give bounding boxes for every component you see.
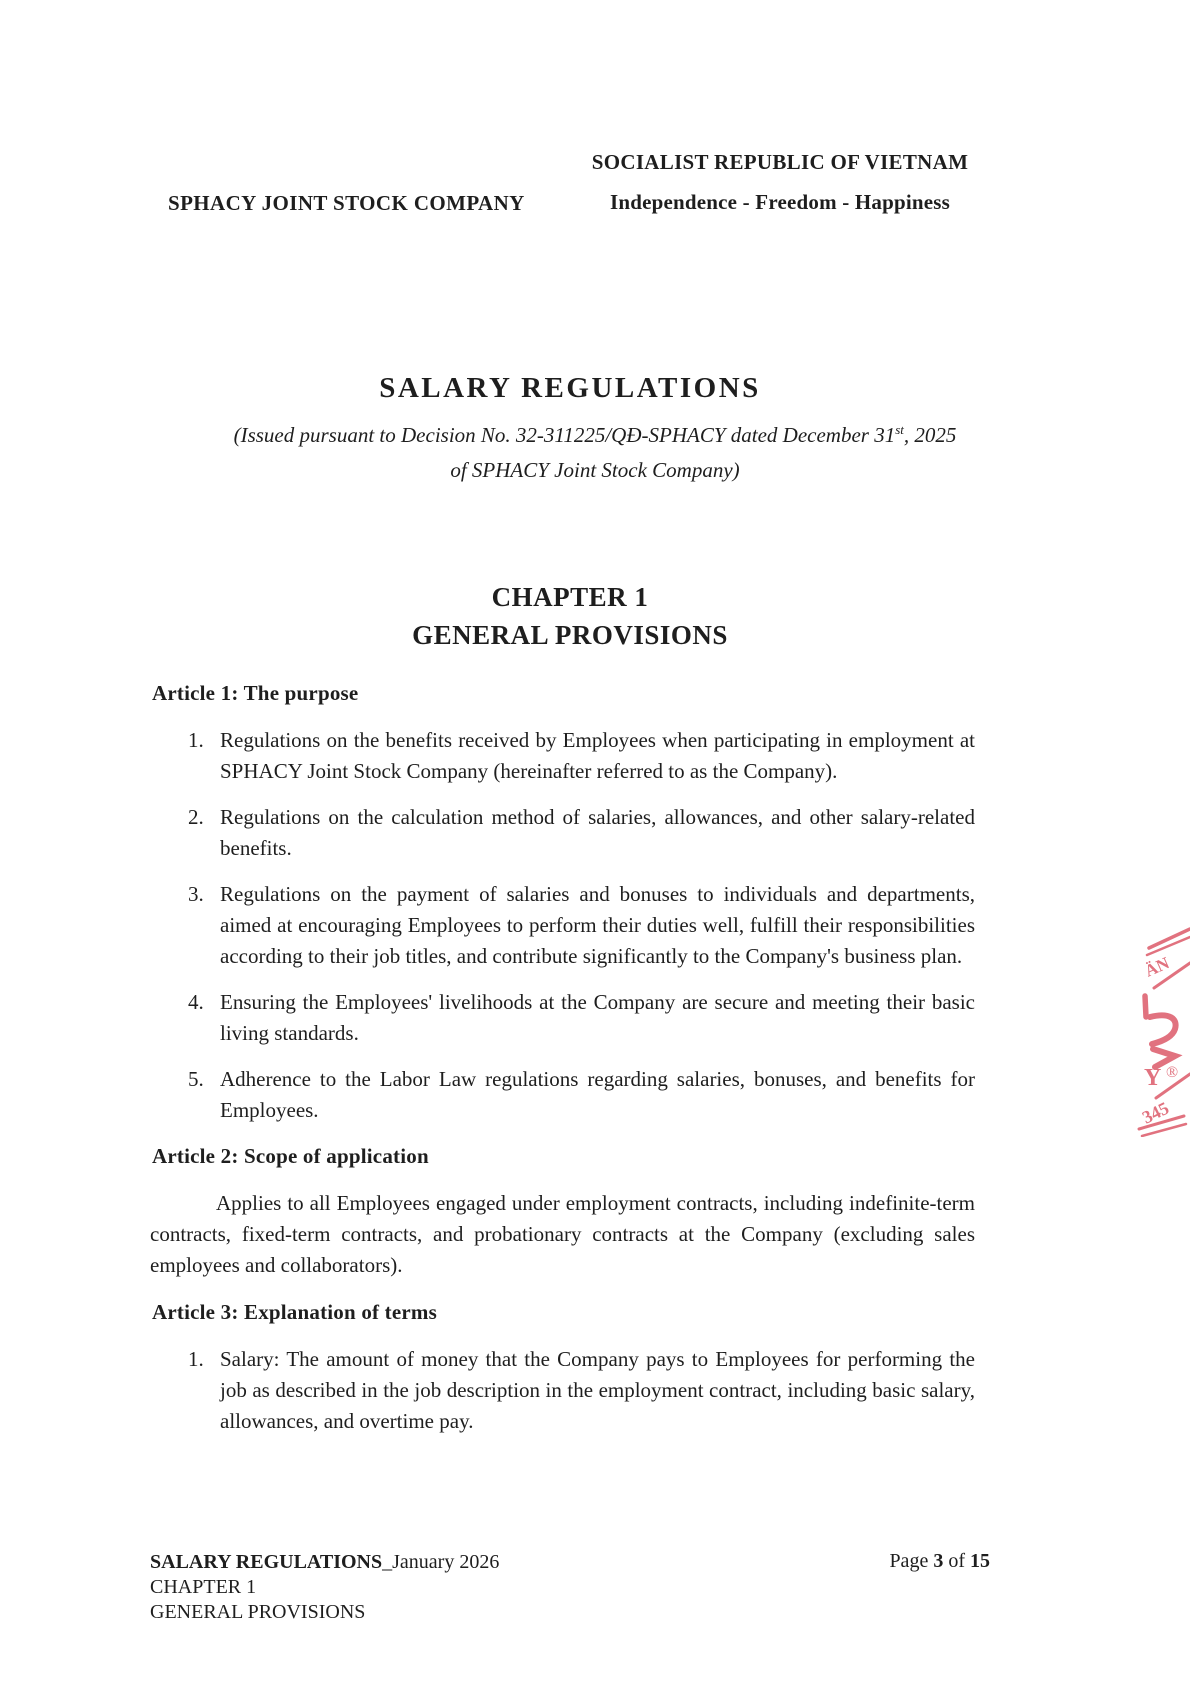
ordinal-superscript: st [895,422,904,437]
stamp-text-an: ÄN [1141,953,1173,981]
stamp-text-345: 345 [1138,1097,1173,1128]
footer-doc-title-bold: SALARY REGULATIONS [150,1551,383,1573]
issuance-text-line2: of SPHACY Joint Stock Company) [450,458,740,482]
issuance-note [110,412,1080,488]
republic-line: SOCIALIST REPUBLIC OF VIETNAM [591,150,969,174]
national-header [565,150,995,215]
article-3-heading: Article 3: Explanation of terms [152,1300,437,1324]
stamp-reg-mark: ® [1166,1064,1179,1081]
document-body [150,678,990,1452]
page-of-label: of [943,1550,970,1572]
list-item [150,879,990,972]
page-current: 3 [933,1550,944,1572]
stamp-text-y: Y [1144,1065,1162,1091]
page-label: Page [889,1550,934,1572]
list-item [150,987,990,1049]
article-1-list [150,725,990,1126]
company-seal-stamp-icon [1122,925,1190,1137]
footer-doc-title-rest: _January 2026 [382,1551,500,1573]
page-number [889,1550,990,1573]
footer-chapter-name: GENERAL PROVISIONS [150,1601,366,1623]
item-text: Ensuring the Employees' livelihoods at the Company are secure and meeting their basic living standards. [220,990,975,1045]
item-number: 2. [188,805,204,829]
item-number: 3. [188,882,204,906]
item-text: Regulations on the calculation method of salaries, allowances, and other salary-related benefits. [220,805,975,860]
list-item [150,802,990,864]
article-2-heading: Article 2: Scope of application [152,1144,429,1168]
issuance-text-pre: (Issued pursuant to Decision No. 32-311225/QĐ-SPHACY dated December 31 [233,423,896,447]
list-item [150,1344,990,1437]
footer-document-info [150,1550,499,1625]
article-2-paragraph: Applies to all Employees engaged under employment contracts, including indefinite-term contracts, fixed-term contracts, and probationary contracts at the Company (excluding sales employees and collaborators). [150,1191,975,1277]
item-text: Adherence to the Labor Law regulations regarding salaries, bonuses, and benefits for Employees. [220,1067,975,1122]
company-name: SPHACY JOINT STOCK COMPANY [168,191,525,215]
issuance-text-post: , 2025 [903,423,957,447]
article-1-heading: Article 1: The purpose [152,681,359,705]
article-3-list [150,1344,990,1437]
list-item [150,1064,990,1126]
footer-chapter: CHAPTER 1 [150,1576,257,1598]
chapter-number: CHAPTER 1 [491,582,649,612]
motto-line: Independence - Freedom - Happiness [609,190,951,214]
list-item [150,725,990,787]
item-number: 1. [188,1347,204,1371]
item-text: Regulations on the benefits received by Employees when participating in employment at SPHACY Joint Stock Company (hereinafter referred to as the Company). [220,728,975,783]
item-text: Salary: The amount of money that the Company pays to Employees for performing the job as described in the job description in the employment contract, including basic salary, allowances, and overtime pay. [220,1347,975,1433]
item-number: 5. [188,1067,204,1091]
item-number: 4. [188,990,204,1014]
item-number: 1. [188,728,204,752]
footer-doc-title [150,1550,499,1575]
page-total: 15 [970,1550,990,1572]
chapter-name: GENERAL PROVISIONS [412,620,728,650]
chapter-heading [150,578,990,654]
item-text: Regulations on the payment of salaries and bonuses to individuals and departments, aimed at encouraging Employees to perform their duties well, fulfill their responsibilities according to their job titles, and contribute significantly to the Company's business plan. [220,882,975,968]
document-title: SALARY REGULATIONS [379,372,761,404]
